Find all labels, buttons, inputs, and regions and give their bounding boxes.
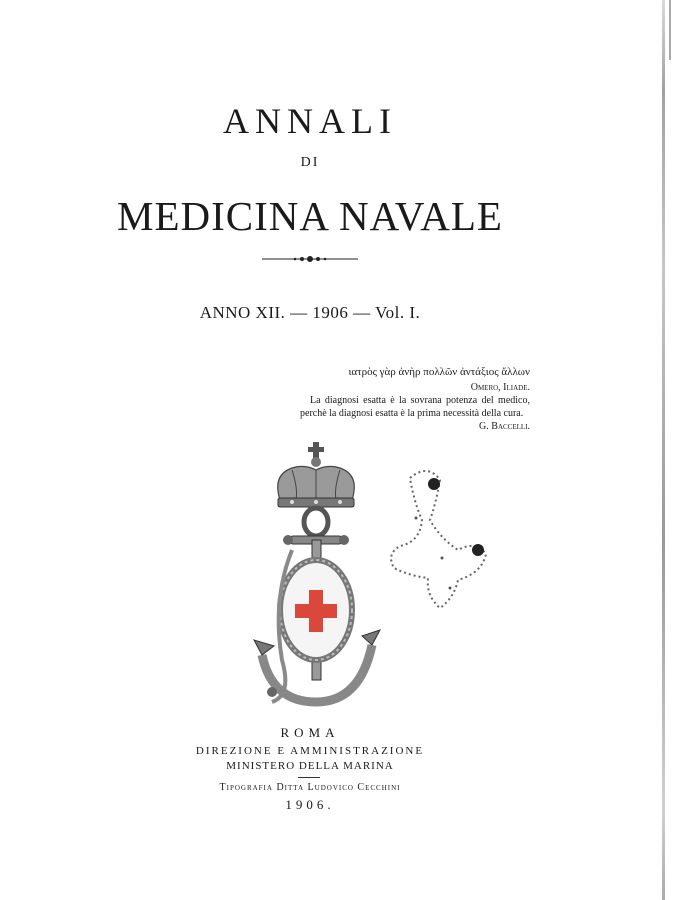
ornament-divider-icon bbox=[260, 252, 360, 266]
imprint-direzione: DIREZIONE E AMMINISTRAZIONE bbox=[195, 745, 425, 757]
title-di: DI bbox=[300, 155, 320, 170]
page-edge-shadow bbox=[662, 0, 665, 900]
imprint-printer: Tipografia Ditta Ludovico Cecchini bbox=[219, 782, 401, 793]
crowned-anchor-red-cross-icon bbox=[252, 440, 382, 710]
imprint-rule bbox=[298, 777, 320, 778]
epigraph-greek: ιατρὸς γὰρ ἀνὴρ πολλῶν ἀντάξιος ἄλλων bbox=[348, 366, 530, 378]
epigraph-italian-source: G. Baccelli. bbox=[479, 421, 530, 432]
epigraph-greek-source: Omero, Iliade. bbox=[470, 382, 530, 393]
imprint-ministero: MINISTERO DELLA MARINA bbox=[226, 760, 394, 772]
title-annali: ANNALI bbox=[223, 101, 397, 141]
library-stamp-icon bbox=[380, 458, 500, 618]
title-medicina-navale: MEDICINA NAVALE bbox=[117, 193, 503, 239]
epigraph-italian bbox=[300, 394, 530, 433]
imprint-year: 1906. bbox=[285, 797, 335, 812]
volume-line: ANNO XII. — 1906 — Vol. I. bbox=[199, 303, 421, 322]
epigraph-italian-text: La diagnosi esatta è la sovrana potenza del medico, perchè la diagnosi esatta è la prima necessità della cura. bbox=[300, 395, 530, 419]
imprint-city: ROMA bbox=[280, 725, 340, 740]
page-edge-mark bbox=[669, 0, 671, 60]
